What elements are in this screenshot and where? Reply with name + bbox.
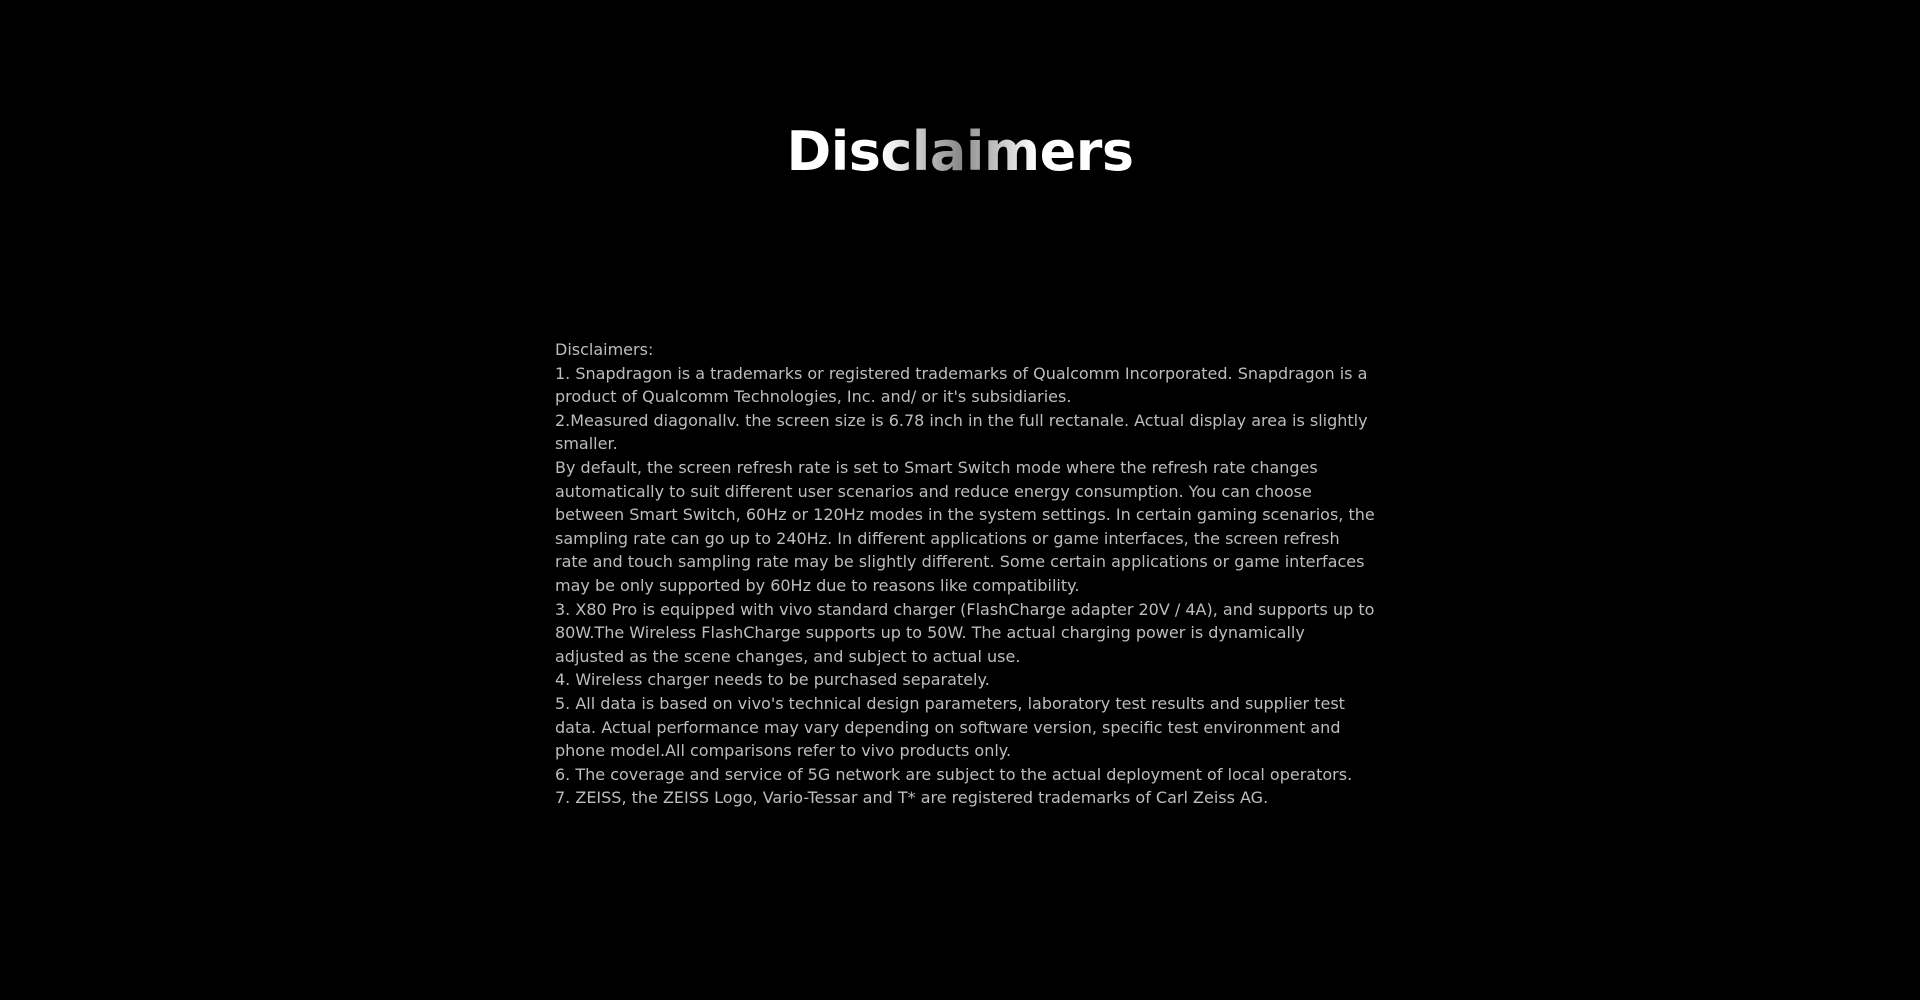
page-title: Disclaimers xyxy=(0,116,1920,188)
disclaimer-item-5: 5. All data is based on vivo's technical design parameters, laboratory test results and supplier test data. Actual performance may vary depending on software version, specific test environment and phone model.All comparisons refer to vivo products only. xyxy=(555,693,1345,761)
disclaimer-item-3: 3. X80 Pro is equipped with vivo standard charger (FlashCharge adapter 20V / 4A), and supports up to 80W.The Wireless FlashCharge supports up to 50W. The actual charging power is dynamically adjusted as the scene changes, and subject to actual use. xyxy=(555,599,1375,666)
disclaimer-item-6: 6. The coverage and service of 5G network are subject to the actual deployment of local operators. xyxy=(555,764,1353,784)
disclaimer-item-2: 2.Measured diagonallv. the screen size is 6.78 inch in the full rectanale. Actual display area is slightly smaller. xyxy=(555,410,1368,454)
disclaimer-item-7: 7. ZEISS, the ZEISS Logo, Vario-Tessar and T* are registered trademarks of Carl Zeiss AG. xyxy=(555,788,1269,808)
disclaimer-item-refresh-rate: By default, the screen refresh rate is set to Smart Switch mode where the refresh rate changes automatically to suit different user scenarios and reduce energy consumption. You can choose between Smart Switch, 60Hz or 120Hz modes in the system settings. In certain gaming scenarios, the sampling rate can go up to 240Hz. In different applications or game interfaces, the screen refresh rate and touch sampling rate may be slightly different. Some certain applications or game interfaces may be only supported by 60Hz due to reasons like compatibility. xyxy=(555,457,1375,595)
disclaimers-text xyxy=(555,338,1377,810)
disclaimer-item-1: 1. Snapdragon is a trademarks or registered trademarks of Qualcomm Incorporated. Snapdragon is a product of Qualcomm Technologies, Inc. and/ or it's subsidiaries. xyxy=(555,363,1368,407)
disclaimers-heading: Disclaimers: xyxy=(555,340,654,359)
disclaimer-item-4: 4. Wireless charger needs to be purchased separately. xyxy=(555,670,990,690)
